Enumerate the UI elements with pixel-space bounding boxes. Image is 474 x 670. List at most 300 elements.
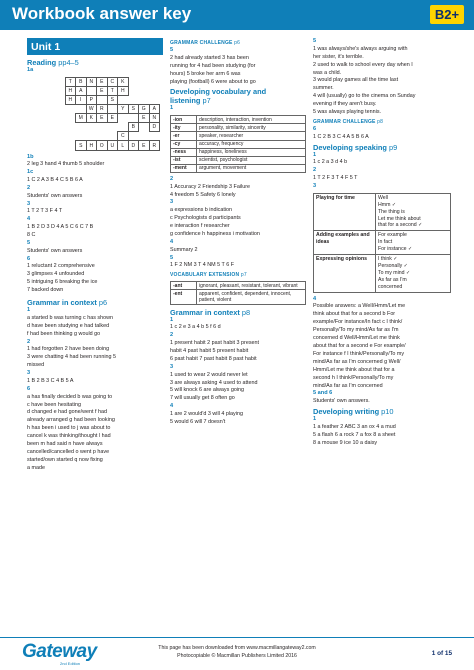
grid-cell: Y	[118, 105, 129, 114]
answer-line: Possible answers: a Well/Hmm/Let me	[313, 303, 406, 310]
answer-line: 1 c 2 e 3 a 4 b 5 f 6 d	[170, 324, 221, 331]
answer-line: 5 will knock 6 are always going	[170, 387, 245, 394]
grid-cell	[97, 123, 108, 132]
exercise-label: 6	[27, 255, 31, 262]
grid-cell	[107, 123, 118, 132]
answer-line: a expressions b indication	[170, 207, 233, 214]
answer-line: 5 a flash 6 a rock 7 a fox 8 a sheet	[313, 431, 396, 438]
answer-line: d changed e had gone/went f had	[27, 409, 108, 416]
section-title: Grammar in context	[170, 307, 240, 317]
grid-cell: N	[149, 114, 160, 123]
section-page: p9	[389, 142, 398, 152]
answer-line: 1 C 2 A 3 B 4 C 5 B 6 A	[27, 177, 83, 184]
grid-cell	[128, 114, 139, 123]
answer-lines	[170, 47, 308, 86]
answer-line: 2 leg 3 hand 4 thumb 5 shoulder	[27, 161, 105, 168]
grid-cell	[55, 95, 66, 104]
challenge-heading	[170, 271, 308, 279]
grid-row	[44, 114, 160, 123]
phrase-item: For instance ✓	[378, 246, 413, 253]
answer-line: 4 freedom 5 Safety 6 lonely	[170, 191, 236, 198]
table-row	[314, 231, 451, 255]
phrase-item: To my mind ✓	[378, 269, 411, 276]
phrase-item: concerned	[378, 283, 403, 290]
grid-cell	[149, 86, 160, 95]
exercise-label: 2	[313, 167, 317, 174]
grid-cell	[76, 132, 87, 141]
exercise-label: 1	[313, 151, 317, 158]
answer-line: cancelled/cancelled o went p have	[27, 448, 110, 455]
grid-cell: C	[118, 132, 129, 141]
exercise-label: 4	[170, 403, 174, 410]
words-cell: scientist, psychologist	[197, 156, 306, 164]
exercise-label: 5 and 6	[313, 390, 333, 397]
words-cell: speaker, researcher	[197, 132, 306, 140]
grid-cell	[149, 77, 160, 86]
table-row	[171, 164, 306, 172]
answer-line: 1 B 2 B 3 C 4 B 5 A	[27, 377, 74, 384]
grid-cell	[44, 77, 55, 86]
answer-line: 2 had already started 3 has been	[170, 54, 249, 61]
grid-cell: B	[128, 123, 139, 132]
grid-cell: A	[149, 105, 160, 114]
answer-line: f had been thinking g would go	[27, 330, 101, 337]
phrase-category: Expressing opinions	[314, 255, 376, 293]
grid-cell: R	[97, 105, 108, 114]
grid-cell: A	[76, 86, 87, 95]
phrase-list	[376, 193, 451, 231]
suffix-cell: -ity	[171, 124, 197, 132]
challenge-title: VOCABULARY EXTENSION	[170, 272, 240, 279]
grid-cell	[65, 132, 76, 141]
answer-line: missed	[27, 362, 45, 369]
exercise-label: 3	[27, 200, 31, 207]
answer-line: Students' own answers.	[313, 398, 370, 405]
exercise-label: 3	[170, 199, 174, 206]
answer-line: 1 had forgotten 2 have been doing	[27, 346, 110, 353]
section-page: p6	[98, 298, 108, 308]
answer-line: 1 reluctant 2 comprehensive	[27, 263, 95, 270]
table-row	[171, 282, 306, 290]
challenge-page: p6	[234, 40, 241, 46]
footer	[0, 637, 474, 670]
phrase-category: Adding examples and ideas	[314, 231, 376, 255]
section-heading-speaking	[313, 143, 457, 152]
answer-line: Students' own answers	[27, 192, 83, 199]
grid-row	[44, 132, 160, 141]
answer-lines	[27, 154, 163, 296]
answer-line: 6 past habit 7 past habit 8 past habit	[170, 355, 257, 362]
phrase-item: that for a second ✓	[378, 222, 423, 229]
grid-cell	[128, 95, 139, 104]
phrase-list	[376, 255, 451, 293]
grid-cell: D	[149, 123, 160, 132]
copyright-note: Photocopiable © Macmillan Publishers Limited 2016	[177, 653, 297, 659]
grid-cell: S	[128, 105, 139, 114]
section-page: p7	[202, 96, 211, 106]
grid-cell: H	[65, 95, 76, 104]
grid-cell	[128, 77, 139, 86]
grid-cell: E	[97, 77, 108, 86]
answer-line: 1 was always/she's always arguing with	[313, 45, 408, 52]
answer-line: 1 F 2 NM 3 T 4 NM 5 T 6 F	[170, 262, 235, 269]
table-row	[171, 132, 306, 140]
section-title: Developing vocabulary and	[170, 87, 267, 97]
answer-lines	[313, 296, 457, 406]
grid-cell	[139, 123, 150, 132]
grid-cell	[55, 141, 66, 150]
grid-cell	[44, 141, 55, 150]
section-heading-grammar	[27, 298, 163, 307]
answer-line: 1 B 2 D 3 D 4 A 5 C 6 C 7 B	[27, 224, 94, 231]
page-number: 1 of 15	[431, 650, 452, 657]
answer-line: 5 was always playing tennis.	[313, 109, 382, 116]
section-title: Grammar in context	[27, 298, 97, 308]
answer-line: 8 C	[27, 232, 36, 239]
grid-cell: H	[65, 86, 76, 95]
grid-cell	[65, 123, 76, 132]
grid-cell	[107, 105, 118, 114]
grid-cell: S	[76, 141, 87, 150]
answer-line: 1 C 2 B 3 C 4 A 5 B 6 A	[313, 133, 369, 140]
grid-cell: K	[118, 77, 129, 86]
answer-line: been m had said n have always	[27, 441, 103, 448]
grid-cell	[44, 95, 55, 104]
grid-cell	[44, 132, 55, 141]
answer-line: 1 Accuracy 2 Friendship 3 Failure	[170, 183, 250, 190]
answer-lines	[170, 176, 308, 270]
exercise-label: 2	[27, 184, 31, 191]
exercise-label: 1c	[27, 169, 34, 176]
words-cell: personality, similarity, sincerity	[197, 124, 306, 132]
grid-cell	[149, 132, 160, 141]
answer-lines	[170, 317, 308, 427]
section-title: Reading	[27, 58, 57, 67]
answer-line: c Psychologists d participants	[170, 215, 241, 222]
answer-lines	[313, 38, 457, 117]
phrase-item: The thing is	[378, 208, 405, 215]
section-title: Developing writing	[313, 407, 380, 417]
answer-line: example/For instance/In fact c I think/	[313, 319, 403, 326]
grid-cell: N	[86, 77, 97, 86]
phrase-item: Let me think about	[378, 215, 421, 222]
column-2	[170, 38, 308, 427]
answer-line: mind/As far as I'm concerned g Well/	[313, 358, 401, 365]
answer-line: Hmm/Let me think about that for a	[313, 366, 395, 373]
answer-line: 1 T 2 F 3 T 4 F 5 T	[313, 175, 358, 182]
gateway-logo: Gateway	[22, 641, 97, 662]
exercise-label: 3	[313, 183, 317, 190]
grid-cell	[139, 95, 150, 104]
grid-cell	[118, 95, 129, 104]
words-cell: ignorant, pleasant, resistant, tolerant, vibrant	[197, 282, 306, 290]
exercise-label: 2	[27, 338, 31, 345]
suffix-cell: -ent	[171, 290, 197, 304]
grid-row	[44, 77, 160, 86]
column-3	[313, 38, 457, 448]
section-heading-reading	[27, 58, 163, 67]
grid-cell: O	[97, 141, 108, 150]
suffix-cell: -ion	[171, 116, 197, 124]
exercise-label: 3	[27, 370, 31, 377]
grid-cell: S	[107, 95, 118, 104]
answer-line: concerned d Well/Hmm/Let me think	[313, 335, 400, 342]
answer-line: a has finally decided b was going to	[27, 393, 113, 400]
exercise-label: 6	[313, 125, 317, 132]
grid-cell	[44, 114, 55, 123]
grid-cell	[55, 132, 66, 141]
answer-line: Summary 2	[170, 246, 198, 253]
grid-cell: L	[118, 141, 129, 150]
table-row	[314, 255, 451, 293]
words-cell: accuracy, frequency	[197, 140, 306, 148]
exercise-label: 5	[313, 38, 317, 44]
phrase-item: Personally ✓	[378, 263, 409, 270]
header-bar	[0, 0, 474, 30]
grid-cell: I	[76, 95, 87, 104]
answer-line: 3 were chatting 4 had been running 5	[27, 354, 117, 361]
exercise-label: 6	[27, 385, 31, 392]
challenge-page: p7	[240, 272, 247, 279]
suffix-cell: -ant	[171, 282, 197, 290]
exercise-label: 5	[170, 47, 174, 53]
page-title: Workbook answer key	[12, 4, 192, 23]
section-heading-writing	[313, 407, 457, 416]
grid-cell	[44, 123, 55, 132]
answer-line: 1 are 2 would'd 3 will 4 playing	[170, 411, 243, 418]
exercise-label: 4	[313, 295, 317, 302]
grid-cell	[55, 114, 66, 123]
answer-lines	[313, 152, 457, 191]
section-heading-grammar	[170, 308, 308, 317]
answer-line: playing (football) 6 were about to go	[170, 78, 256, 85]
grid-cell	[76, 123, 87, 132]
exercise-label: 1b	[27, 153, 34, 160]
table-row	[171, 290, 306, 304]
answer-line: running for 4 had been studying (for	[170, 62, 256, 69]
grid-cell	[55, 123, 66, 132]
grid-cell: H	[86, 141, 97, 150]
phrase-item: As far as I'm	[378, 276, 407, 283]
answer-line: evening if they aren't busy.	[313, 101, 377, 108]
section-title: Developing speaking	[313, 142, 387, 152]
answer-lines	[27, 307, 163, 473]
suffix-cell: -ment	[171, 164, 197, 172]
grid-cell: K	[86, 114, 97, 123]
grid-cell	[107, 132, 118, 141]
grid-cell: M	[76, 114, 87, 123]
grid-cell	[86, 123, 97, 132]
section-title-cont: listening	[170, 96, 201, 106]
answer-line: Students' own answers	[27, 247, 83, 254]
phrases-table	[313, 193, 451, 293]
words-cell: apparent, confident, dependent, innocent, patient, violent	[197, 290, 306, 304]
answer-line: h has been i used to j was about to	[27, 425, 111, 432]
answer-line: a started b was turning c has shown	[27, 314, 113, 321]
grid-cell	[55, 77, 66, 86]
answer-line: 3 are always asking 4 used to attend	[170, 379, 258, 386]
exercise-label: 1	[313, 416, 317, 423]
exercise-label: 3	[170, 363, 174, 370]
challenge-title: GRAMMAR CHALLENGE	[170, 40, 233, 46]
exercise-label: 1	[170, 105, 174, 112]
answer-line: 5 would 6 will 7 doesn't	[170, 418, 226, 425]
challenge-page: p8	[377, 118, 384, 125]
answer-line: second h I think/Personally/To my	[313, 374, 394, 381]
challenge-heading	[313, 118, 457, 126]
answer-line: 3 would play games all the time last	[313, 77, 399, 84]
answer-line: c have been hesitating	[27, 401, 81, 408]
challenge-title: GRAMMAR CHALLENGE	[313, 118, 376, 125]
grid-cell	[76, 105, 87, 114]
grid-cell: D	[128, 141, 139, 150]
answer-line: started/own started q now fixing	[27, 456, 103, 463]
answer-line: 1 T 2 T 3 F 4 T	[27, 208, 63, 215]
section-page: p10	[381, 407, 394, 417]
table-row	[171, 148, 306, 156]
exercise-label: 2	[170, 332, 174, 339]
phrase-list	[376, 231, 451, 255]
answer-line: cancel k was thinking/thought l had	[27, 433, 111, 440]
phrase-item: I think ✓	[378, 256, 398, 263]
answer-line: 1 a feather 2 ABC 3 an ox 4 a mud	[313, 423, 396, 430]
answer-line: 1 used to wear 2 would never let	[170, 371, 248, 378]
grid-cell	[65, 114, 76, 123]
words-cell: description, interaction, invention	[197, 116, 306, 124]
grid-cell	[55, 105, 66, 114]
grid-cell: E	[97, 86, 108, 95]
answer-line: 8 a mouse 9 ice 10 a daisy	[313, 439, 378, 446]
answer-line: d have been studying e had talked	[27, 322, 110, 329]
answer-line: 5 intriguing 6 breaking the ice	[27, 279, 98, 286]
grid-cell: E	[97, 114, 108, 123]
answer-line: 1 present habit 2 past habit 3 present	[170, 340, 260, 347]
exercise-label: 4	[27, 216, 31, 223]
grid-cell	[128, 132, 139, 141]
grid-cell	[65, 141, 76, 150]
grid-row	[44, 86, 160, 95]
unit-heading: Unit 1	[27, 38, 163, 55]
grid-cell	[86, 132, 97, 141]
grid-cell: B	[76, 77, 87, 86]
table-row	[171, 156, 306, 164]
suffix-cell: -er	[171, 132, 197, 140]
words-cell: happiness, loneliness	[197, 148, 306, 156]
grid-row	[44, 123, 160, 132]
answer-line: summer.	[313, 85, 334, 92]
answer-line: habit 4 past habit 5 present habit	[170, 348, 249, 354]
answer-line: think about that for a second b For	[313, 311, 396, 318]
grid-cell: P	[86, 95, 97, 104]
answer-line: mind/As far as I'm concerned	[313, 382, 383, 389]
adjective-suffix-table	[170, 281, 306, 304]
phrase-category: Playing for time	[314, 193, 376, 231]
answer-line: 2 used to walk to school every day when I	[313, 61, 413, 68]
grid-cell	[118, 114, 129, 123]
grid-cell: W	[86, 105, 97, 114]
answer-line: e interaction f researcher	[170, 223, 230, 230]
answer-line: a made	[27, 464, 45, 471]
grid-cell	[55, 86, 66, 95]
suffix-cell: -cy	[171, 140, 197, 148]
grid-cell	[97, 132, 108, 141]
answer-line: Personally/To my mind/As far as I'm	[313, 327, 399, 334]
section-heading-vocab	[170, 87, 308, 105]
grid-row	[44, 95, 160, 104]
grid-cell	[44, 86, 55, 95]
answer-lines	[313, 126, 457, 142]
grid-cell	[149, 95, 160, 104]
word-search-grid	[44, 77, 160, 151]
words-cell: argument, movement	[197, 164, 306, 172]
exercise-label: 2	[170, 175, 174, 182]
grid-cell	[139, 132, 150, 141]
suffix-cell: -ist	[171, 156, 197, 164]
suffix-table	[170, 115, 306, 173]
grid-cell: G	[139, 105, 150, 114]
grid-cell	[128, 86, 139, 95]
grid-cell	[86, 86, 97, 95]
answer-line: 7 backed down	[27, 287, 64, 294]
exercise-label: 5	[170, 254, 174, 261]
answer-line: 1 c 2 a 3 d 4 b	[313, 159, 348, 166]
grid-cell	[118, 123, 129, 132]
answer-line: hours) 5 broke her arm 6 was	[170, 70, 241, 77]
section-page: pp4–5	[58, 58, 79, 67]
answer-line: g confidence h happiness i motivation	[170, 231, 260, 237]
exercise-label: 5	[27, 239, 31, 246]
grid-cell: U	[107, 141, 118, 150]
exercise-label: 1a	[27, 67, 34, 73]
exercise-label: 4	[170, 238, 174, 245]
answer-line: her sister, it's terrible.	[313, 53, 364, 60]
exercise-label: 1	[170, 316, 174, 323]
table-row	[171, 116, 306, 124]
answer-line: For instance f I think/Personally/To my	[313, 350, 405, 357]
grid-cell	[97, 95, 108, 104]
logo-edition: 2nd Edition	[60, 661, 81, 666]
grid-cell	[65, 105, 76, 114]
grid-cell	[44, 105, 55, 114]
level-badge: B2+	[430, 5, 464, 24]
phrase-item: In fact	[378, 239, 393, 246]
grid-cell: E	[139, 114, 150, 123]
exercise-label: 1	[27, 307, 31, 314]
section-page: p8	[241, 307, 251, 317]
table-row	[171, 140, 306, 148]
answer-lines	[313, 416, 457, 448]
grid-cell: T	[107, 86, 118, 95]
answer-line: was a child.	[313, 69, 342, 76]
suffix-cell: -ness	[171, 148, 197, 156]
grid-cell: H	[118, 86, 129, 95]
answer-line: 3 glimpses 4 unfounded	[27, 271, 85, 278]
grid-cell: E	[107, 114, 118, 123]
column-1	[27, 38, 163, 473]
table-row	[171, 124, 306, 132]
answer-line: 4 will (usually) go to the cinema on Sunday	[313, 93, 416, 100]
table-row	[314, 193, 451, 231]
download-note: This page has been downloaded from www.macmillangateway2.com	[158, 645, 316, 651]
grid-cell: T	[65, 77, 76, 86]
challenge-heading	[170, 39, 308, 47]
grid-cell: C	[107, 77, 118, 86]
grid-cell	[139, 86, 150, 95]
grid-cell: E	[139, 141, 150, 150]
phrase-item: Well	[378, 194, 388, 201]
answer-line: 7 will usually get 8 often go	[170, 395, 235, 402]
grid-row	[44, 141, 160, 150]
